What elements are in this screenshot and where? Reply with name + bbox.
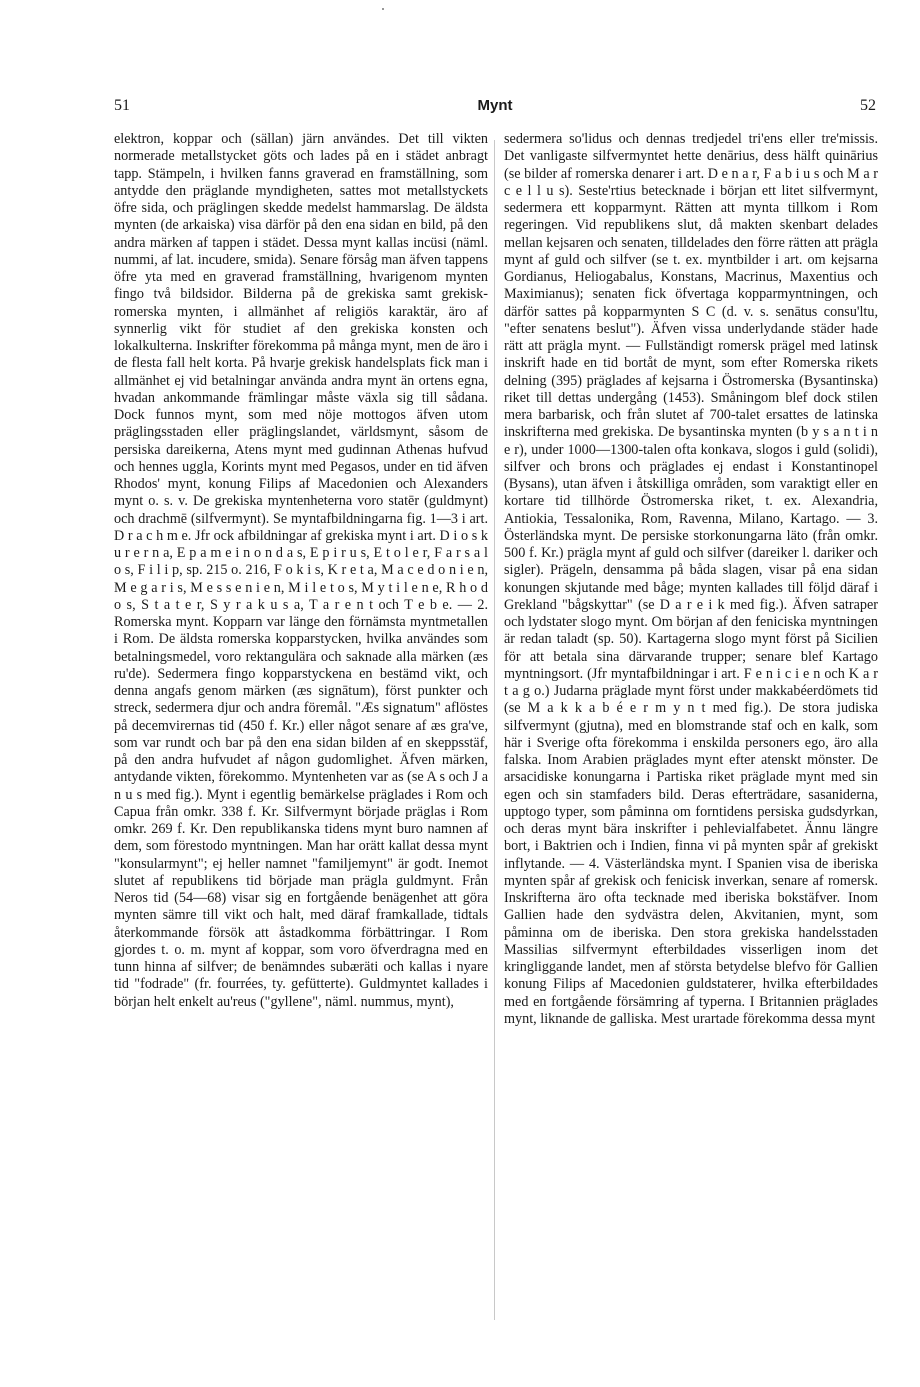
running-title: Mynt [477,97,513,114]
page-number-right: 52 [860,97,876,114]
print-speck [382,8,384,10]
column-right-text: sedermera so'lidus och dennas tredjedel tri'ens eller tre'missis. Det vanligaste silfvermyntet hette denārius, dess hälft quinārius (se bilder af romerska denarer i art. D e n a r, F a b i u s och M a r c e l l u s). Seste'rtius betecknade i början ett litet silfvermynt, sedermera ett kopparmynt. Rätten att mynta tillkom i Rom regeringen. Vid republikens slut, då makten skenbart delades mellan kejsaren och senaten, tilldelades den förre rätten att prägla mynt af guld och silfver (se t. ex. myntbilder i art. om kejsarna Gordianus, Heliogabalus, Konstans, Macrinus, Maxentius och Maximianus); senaten fick öfvertaga kopparmyntningen, och därför sattes på kopparmynten S C (d. v. s. senātus consu'ltu, "efter senatens beslut"). Äfven vissa underlydande städer hade rätt att prägla mynt. — Fullständigt romersk prägel med latinsk inskrift hade en tid bortåt de mynt, som efter Romerska rikets delning (395) präglades af kejsarna i Östromerska (Bysantinska) riket till dettas undergång (1453). Småningom blef dock stilen mera barbarisk, och från slutet af 700-talet ersattes de latinska inskrifterna med grekiska. De bysantinska mynten (b y s a n t i n e r), under 1000—1300-talen ofta konkava, slogos i guld (solidi), silfver och brons och präglades ej endast i Konstantinopel (Bysans), utan äfven i åtskilliga områden, som varaktigt eller en kortare tid tillhörde Östromerska riket, t. ex. Alexandria, Antiokia, Tessalonika, Rom, Ravenna, Milano, Kartago. — 3. Österländska mynt. De persiske storkonungarna läto (från omkr. 500 f. Kr.) prägla mynt af guld och silfver (dareiker l. dariker och sigler). Prägeln, densamma på båda slagen, visar på ena sidan konungen skjutande med båge; mynten kallades till följd däraf i Grekland "bågskyttar" (se D a r e i k med fig.). Äfven satraper och lydstater slogo mynt. Om början af den feniciska myntningen är redan taladt (sp. 50). Kartagerna slogo mynt först på Sicilien för att betala sina därvarande trupper; senare blef Kartago myntningsort. (Jfr myntafbildningar i art. F e n i c i e n och K a r t a g o.) Judarna präglade mynt först under makkabéerdömets tid (se M a k k a b é e r m y n t med fig.). De stora judiska silfvermynt (gjutna), med en blomstrande staf och en kalk, som här i Sverige ofta förekomma i enskilda personers ego, äro alla falska. Inom Arabien präglades mynt efter atenskt mönster. De arsacidiske konungarna i Partiska riket präglade mynt med sin egen och sin stamfaders bild. Deras efterträdare, sasaniderna, upptogo typer, som påminna om forntidens persiska gudsdyrkan, och deras mynt bära inskrifter i pehlevialfabetet. Ännu längre bort, i Baktrien och i Indien, finna vi på mynten spår af grekiskt inflytande. — 4. Västerländska mynt. I Spanien visa de iberiska mynten spår af grekisk och fenicisk inverkan, senare af romersk. Inskrifterna äro ofta tecknade med iberiska bokstäfver. Inom Gallien hade den sydvästra delen, Akvitanien, mynt, som påminna om de iberiska. Den stora grekiska handelsstaden Massilias silfvermynt efterbildades visserligen inom det kringliggande landet, men af största betydelse blefvo för Gallien konung Filips af Macedonien guldstaterer, hvilka efterbildades med en fortgående försämring af typerna. I Britannien präglades mynt, liknande de galliska. Mest urartade förekomma dessa mynt [504,131,878,1027]
page-header [114,97,876,117]
column-left-text: elektron, koppar och (sällan) järn användes. Det till vikten normerade metallstycket göts och lades på en i städet anbragt tapp. Stämpeln, i hvilken fanns graverad en framställning, som antydde den präglande myndigheten, sattes mot metallstyckets öfre sida, och präglingen skedde medelst hammarslag. De äldsta mynten (de arkaiska) visa därför på den ena sidan en bild, på den andra märken af tappen i städet. Dessa mynt kallas incüsi (näml. nummi, af lat. incudere, smida). Senare försåg man äfven tappens öfre yta med en graverad framställning, hvarigenom mynten fingo två bildsidor. Bilderna på de grekiska samt grekisk-romerska mynten, i allmänhet af religiös karaktär, äro af synnerlig vikt för studiet af den grekiska konsten och lokalkulterna. Inskrifter förekomma på många mynt, men de äro i de flesta fall helt korta. På hvarje grekisk handelsplats fick man i allmänhet ej vid betalningar använda andra mynt än ortens egna, hvadan ankommande främlingar måste växla sig till sådana. Dock funnos mynt, som med nöje mottogos äfven utom präglingsstaden eller präglingslandet, världsmynt, såsom de persiska dareikerna, Atens mynt med gudinnan Athenas hufvud och hennes uggla, Korints mynt med Pegasos, under en tid äfven Rhodos' mynt, konung Filips af Macedonien och Alexanders mynt o. s. v. De grekiska myntenheterna voro statēr (guldmynt) och drachmē (silfvermynt). Se myntafbildningarna fig. 1—3 i art. D r a c h m e. Jfr ock afbildningar af grekiska mynt i art. D i o s k u r e r n a, E p a m e i n o n d a s, E p i r u s, E t o l e r, F a r s a l o s, F i l i p, sp. 215 o. 216, F o k i s, K r e t a, M a c e d o n i e n, M e g a r i s, M e s s e n i e n, M i l e t o s, M y t i l e n e, R h o d o s, S t a t e r, S y r a k u s a, T a r e n t och T e b e. — 2. Romerska mynt. Kopparn var länge den förnämsta myntmetallen i Rom. De äldsta romerska kopparstycken, hvilka användes som betalningsmedel, voro rektangulära och saknade alla märken (æs ru'de). Sedermera fingo kopparstyckena en bestämd vikt, och denna angafs genom märken (æs signātum), först punkter och streck, sedermera djur och andra föremål. "Æs signatum" aflöstes på decemvirernas tid (450 f. Kr.) eller något senare af æs gra've, som var rundt och bar på den ena sidan bilden af en skeppsstäf, på den andra hufvudet af någon gudomlighet. Äfven märken, antydande vikten, förekommo. Myntenheten var as (se A s och J a n u s med fig.). Mynt i egentlig bemärkelse präglades i Rom och Capua från omkr. 338 f. Kr. Silfvermynt började präglas i Rom omkr. 269 f. Kr. Den republikanska tidens mynt buro namnen af dem, som förestodo myntningen. Man har orätt kallat dessa mynt "konsularmynt"; ej heller namnet "familjemynt" är godt. Inemot slutet af republikens tid började man prägla guldmynt. Från Neros tid (54—68) visar sig en fortgående benägenhet att göra mynten sämre till vikt och halt, med däraf framkallade, tidtals återkommande försök att åstadkomma förbättringar. I Rom gjordes t. o. m. mynt af koppar, som voro öfverdragna med en tunn hinna af silfver; de benämndes subæräti och kallas i nyare tid "fodrade" (fr. fourrées, ty. gefütterte). Guldmyntet kallades i början helt enkelt au'reus ("gyllene", näml. nummus, mynt), [114,131,488,1010]
page-number-left: 51 [114,97,130,114]
column-right [504,131,878,1028]
column-left [114,131,488,1011]
column-divider [494,140,495,1320]
